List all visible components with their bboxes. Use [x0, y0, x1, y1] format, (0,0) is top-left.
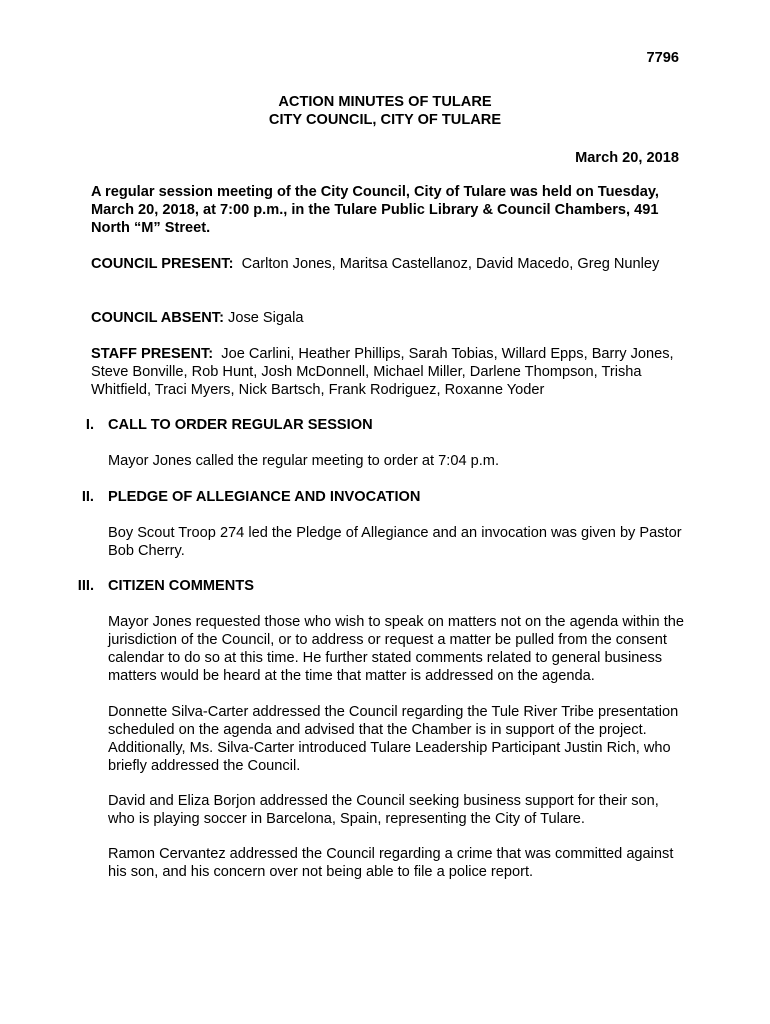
section-number: II. [81, 489, 94, 505]
council-present [91, 255, 686, 273]
council-absent-names: Jose Sigala [228, 310, 304, 326]
section-paragraph: Donnette Silva-Carter addressed the Council regarding the Tule River Tribe presentation scheduled on the agenda and advised that the Chamber is in support of the project. Additionally, Ms. Silva-Carter introduced Tulare Leadership Participant Justin Rich, who briefly addressed the Council. [108, 704, 679, 774]
section-paragraph: David and Eliza Borjon addressed the Council seeking business support for their son, who is playing soccer in Barcelona, Spain, representing the City of Tulare. [108, 793, 659, 827]
council-present-names: Carlton Jones, Maritsa Castellanoz, David Macedo, Greg Nunley [241, 256, 660, 272]
section-paragraph: Boy Scout Troop 274 led the Pledge of Allegiance and an invocation was given by Pastor Bob Cherry. [108, 525, 682, 559]
section-paragraph: Mayor Jones requested those who wish to speak on matters not on the agenda within the jurisdiction of the Council, or to address or request a matter be pulled from the consent calendar to do so at this time. He further stated comments related to general business matters would be heard at the time that matter is addressed on the agenda. [108, 614, 684, 684]
page-number: 7796 [646, 50, 679, 66]
section-title: PLEDGE OF ALLEGIANCE AND INVOCATION [108, 489, 421, 505]
section-number: III. [77, 578, 94, 594]
council-absent-label: COUNCIL ABSENT: [91, 310, 224, 326]
staff-present-names: Joe Carlini, Heather Phillips, Sarah Tobias, Willard Epps, Barry Jones, Steve Bonville, Rob Hunt, Josh McDonnell, Michael Miller, Darlene Thompson, Trisha Whitfield, Traci Myers, Nick Bartsch, Frank Rodriguez, Roxanne Yoder [91, 346, 674, 398]
meeting-date: March 20, 2018 [575, 150, 679, 166]
council-absent [91, 309, 686, 327]
section-title: CITIZEN COMMENTS [108, 578, 254, 594]
title-line-2: CITY COUNCIL, CITY OF TULARE [268, 112, 502, 128]
section-paragraph: Mayor Jones called the regular meeting to order at 7:04 p.m. [108, 453, 499, 469]
document-title [0, 93, 770, 129]
council-present-label: COUNCIL PRESENT: [91, 256, 234, 272]
intro-paragraph: A regular session meeting of the City Council, City of Tulare was held on Tuesday, March 20, 2018, at 7:00 p.m., in the Tulare Public Library & Council Chambers, 491 North “M” Street. [91, 184, 659, 236]
title-line-1: ACTION MINUTES OF TULARE [278, 94, 492, 110]
staff-present [91, 345, 686, 399]
staff-present-label: STAFF PRESENT: [91, 346, 214, 362]
section-number: I. [85, 417, 94, 433]
section-title: CALL TO ORDER REGULAR SESSION [108, 417, 373, 433]
section-paragraph: Ramon Cervantez addressed the Council regarding a crime that was committed against his son, and his concern over not being able to file a police report. [108, 846, 674, 880]
